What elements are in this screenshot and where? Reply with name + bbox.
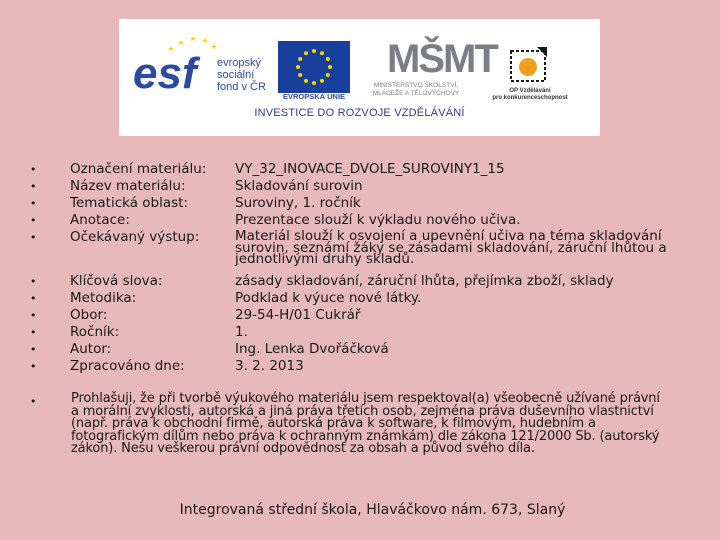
eu-star xyxy=(298,57,302,61)
bullet: • xyxy=(30,292,37,305)
metadata-label: Tematická oblast: xyxy=(70,195,189,211)
metadata-value: 29-54-H/01 Cukrář xyxy=(235,307,361,323)
bullet: • xyxy=(30,309,37,322)
metadata-value: VY_32_INOVACE_DVOLE_SUROVINY1_15 xyxy=(235,161,505,177)
metadata-value: 3. 2. 2013 xyxy=(235,358,304,374)
bullet: • xyxy=(30,360,37,373)
msmt-logo-mark: MŠMT xyxy=(387,37,497,81)
metadata-value: 1. xyxy=(235,324,248,340)
metadata-value: Prezentace slouží k výkladu nového učiva. xyxy=(235,212,521,228)
metadata-label: Metodika: xyxy=(70,290,137,306)
metadata-label: Očekávaný výstup: xyxy=(70,229,200,245)
bullet: • xyxy=(30,214,37,227)
esf-line: sociální xyxy=(217,69,255,81)
metadata-label: Autor: xyxy=(70,341,112,357)
eu-star xyxy=(320,51,324,55)
eu-label: EVROPSKÁ UNIE xyxy=(282,92,346,101)
metadata-value: Suroviny, 1. ročník xyxy=(235,195,361,211)
metadata-value: zásady skladování, záruční lhůta, přejímka zboží, sklady xyxy=(235,273,614,289)
declaration-text: Prohlašuji, že při tvorbě výukového materiálu jsem respektoval(a) všeobecně užívané právní a morální zvyklosti, autorská a jiná práva třetích osob, zejména práva duševního vlastnictví (např. práva k obchodní firmě, autorská práva k software, k filmovým, hudebním a fotografickým dílům nebo práva k ochranným známkám) dle zákona 121/2000 Sb. (autorský zákon). Nesu veškerou právní odpovědnost za obsah a původ svého díla. xyxy=(71,391,660,456)
eu-flag-icon xyxy=(278,41,350,93)
bullet: • xyxy=(30,326,37,339)
metadata-label: Ročník: xyxy=(70,324,120,340)
bullet: • xyxy=(30,163,37,176)
esf-logo-text xyxy=(217,57,266,93)
esf-logo-word: esf xyxy=(133,49,197,98)
author-declaration xyxy=(30,393,670,456)
metadata-value: Materiál slouží k osvojení a upevnění učiva na téma skladování surovin, seznámí žáky se zásadami skladování, záruční lhůtou a jednotlivými druhy skladů. xyxy=(235,228,667,267)
metadata-value: Ing. Lenka Dvořáčková xyxy=(235,341,389,357)
eu-star xyxy=(328,65,332,69)
logos-row xyxy=(119,19,600,105)
eu-star xyxy=(312,49,316,53)
esf-line: evropský xyxy=(217,57,262,69)
msmt-label xyxy=(351,82,481,98)
bullet: • xyxy=(30,197,37,210)
eu-star xyxy=(326,57,330,61)
eu-star xyxy=(326,73,330,77)
esf-line: fond v ČR xyxy=(217,81,266,93)
school-footer: Integrovaná střední škola, Hlaváčkovo nám. 673, Slaný xyxy=(179,502,566,518)
bullet: • xyxy=(30,231,37,244)
eu-star xyxy=(296,65,300,69)
msmt-line: MLÁDEŽE A TĚLOVÝCHOVY xyxy=(372,90,460,97)
eu-star xyxy=(304,79,308,83)
op-line: OP Vzdělávání xyxy=(509,88,551,94)
eu-star xyxy=(304,51,308,55)
op-vk-label xyxy=(485,88,575,102)
bullet: • xyxy=(30,395,37,408)
metadata-value: Podklad k výuce nové látky. xyxy=(235,290,422,306)
eu-star xyxy=(298,73,302,77)
eu-star xyxy=(320,79,324,83)
metadata-label: Klíčová slova: xyxy=(70,273,163,289)
op-line: pro konkurenceschopnost xyxy=(492,95,568,101)
op-vk-icon xyxy=(503,43,553,89)
metadata-label: Obor: xyxy=(70,307,108,323)
metadata-label: Anotace: xyxy=(70,212,130,228)
funding-logo-banner xyxy=(119,19,600,136)
metadata-label: Název materiálu: xyxy=(70,178,186,194)
banner-tagline: INVESTICE DO ROZVOJE VZDĚLÁVÁNÍ xyxy=(254,107,465,119)
bullet: • xyxy=(30,343,37,356)
metadata-label: Zpracováno dne: xyxy=(70,358,185,374)
eu-star xyxy=(312,81,316,85)
msmt-line: MINISTERSTVO ŠKOLSTVÍ, xyxy=(373,82,459,89)
metadata-value: Skladování surovin xyxy=(235,178,363,194)
bullet: • xyxy=(30,275,37,288)
metadata-label: Označení materiálu: xyxy=(70,161,207,177)
bullet: • xyxy=(30,180,37,193)
